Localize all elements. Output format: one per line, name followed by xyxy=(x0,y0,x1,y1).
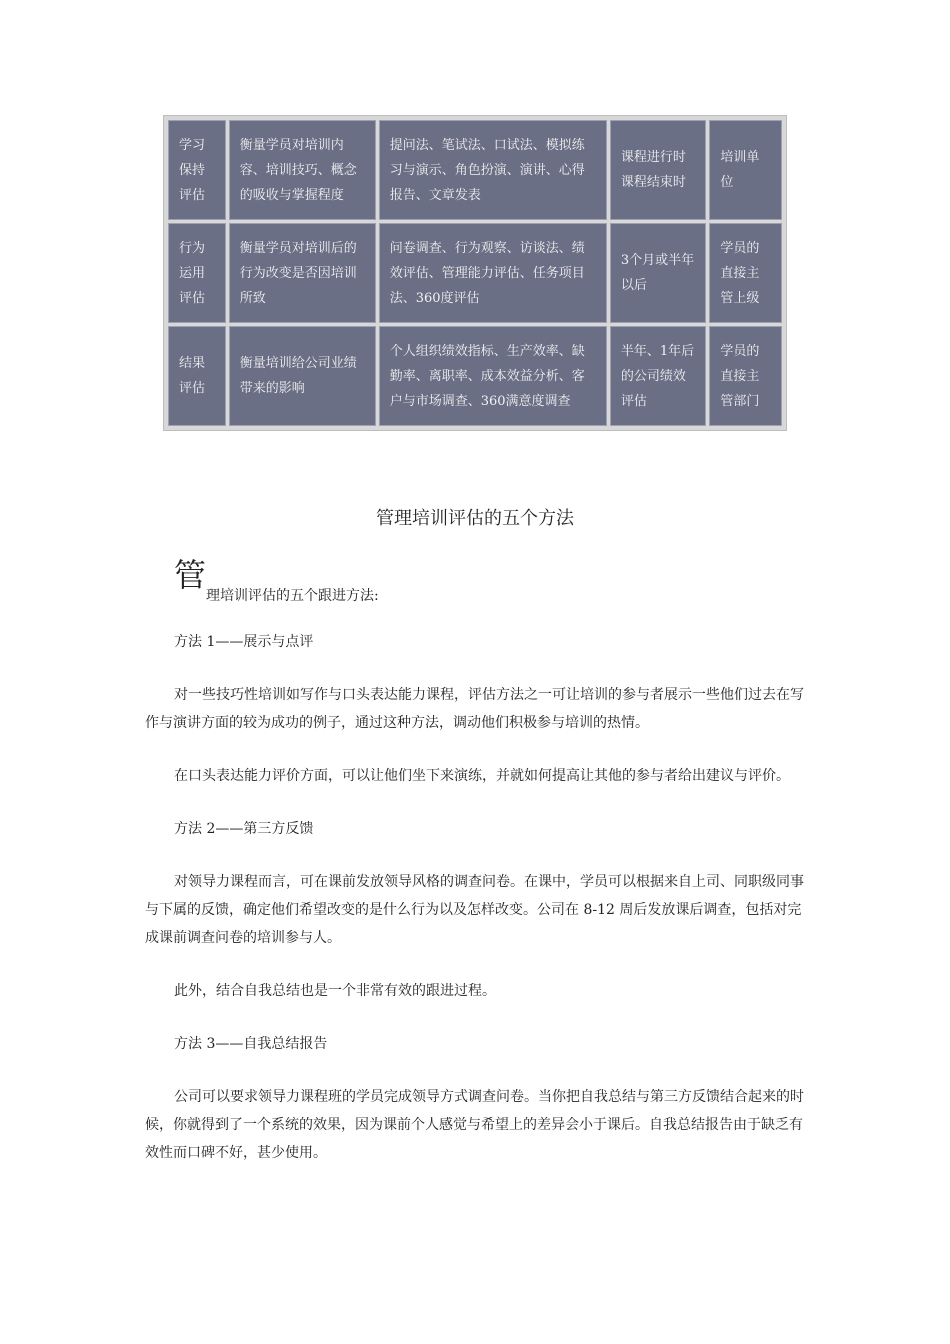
table-row xyxy=(168,223,782,323)
table-cell: 学员的直接主管上级 xyxy=(709,223,782,323)
table-cell: 个人组织绩效指标、生产效率、缺勤率、离职率、成本效益分析、客户与市场调查、360满意度调查 xyxy=(379,326,607,426)
paragraph: 在口头表达能力评价方面，可以让他们坐下来演练，并就如何提高让其他的参与者给出建议与评价。 xyxy=(174,768,790,784)
table-cell: 衡量学员对培训内容、培训技巧、概念的吸收与掌握程度 xyxy=(229,120,376,220)
table-cell: 课程进行时课程结束时 xyxy=(610,120,706,220)
evaluation-table xyxy=(163,115,787,431)
page-title: 管理培训评估的五个方法 xyxy=(376,508,574,529)
table-cell: 衡量培训给公司业绩带来的影响 xyxy=(229,326,376,426)
dropcap: 管 xyxy=(174,556,207,594)
paragraph: 对一些技巧性培训如写作与口头表达能力课程，评估方法之一可让培训的参与者展示一些他们过去在写作与演讲方面的较为成功的例子，通过这种方法，调动他们积极参与培训的热情。 xyxy=(145,687,804,731)
method-heading: 方法 2——第三方反馈 xyxy=(174,821,314,837)
paragraph: 此外，结合自我总结也是一个非常有效的跟进过程。 xyxy=(174,983,496,999)
table-cell: 学习保持评估 xyxy=(168,120,226,220)
evaluation-table-grid xyxy=(165,117,785,429)
method-heading: 方法 1——展示与点评 xyxy=(174,634,314,650)
table-cell: 半年、1年后的公司绩效评估 xyxy=(610,326,706,426)
intro-line xyxy=(145,558,810,610)
method-heading: 方法 3——自我总结报告 xyxy=(174,1036,328,1052)
table-row xyxy=(168,120,782,220)
table-cell: 3个月或半年以后 xyxy=(610,223,706,323)
table-cell: 培训单位 xyxy=(709,120,782,220)
table-cell: 结果评估 xyxy=(168,326,226,426)
intro-text: 理培训评估的五个跟进方法: xyxy=(206,588,379,604)
paragraph: 公司可以要求领导力课程班的学员完成领导方式调查问卷。当你把自我总结与第三方反馈结合起来的时候，你就得到了一个系统的效果，因为课前个人感觉与希望上的差异会小于课后。自我总结报告由于缺乏有效性而口碑不好，甚少使用。 xyxy=(145,1089,804,1161)
paragraph: 对领导力课程而言，可在课前发放领导风格的调查问卷。在课中，学员可以根据来自上司、同职级同事与下属的反馈，确定他们希望改变的是什么行为以及怎样改变。公司在 8-12 周后发放课后调查，包括对完成课前调查问卷的培训参与人。 xyxy=(145,874,804,946)
table-cell: 衡量学员对培训后的行为改变是否因培训所致 xyxy=(229,223,376,323)
article-body xyxy=(145,558,810,1192)
table-cell: 学员的直接主管部门 xyxy=(709,326,782,426)
table-cell: 行为运用评估 xyxy=(168,223,226,323)
table-cell: 问卷调查、行为观察、访谈法、绩效评估、管理能力评估、任务项目法、360度评估 xyxy=(379,223,607,323)
table-row xyxy=(168,326,782,426)
table-cell: 提问法、笔试法、口试法、模拟练习与演示、角色扮演、演讲、心得报告、文章发表 xyxy=(379,120,607,220)
